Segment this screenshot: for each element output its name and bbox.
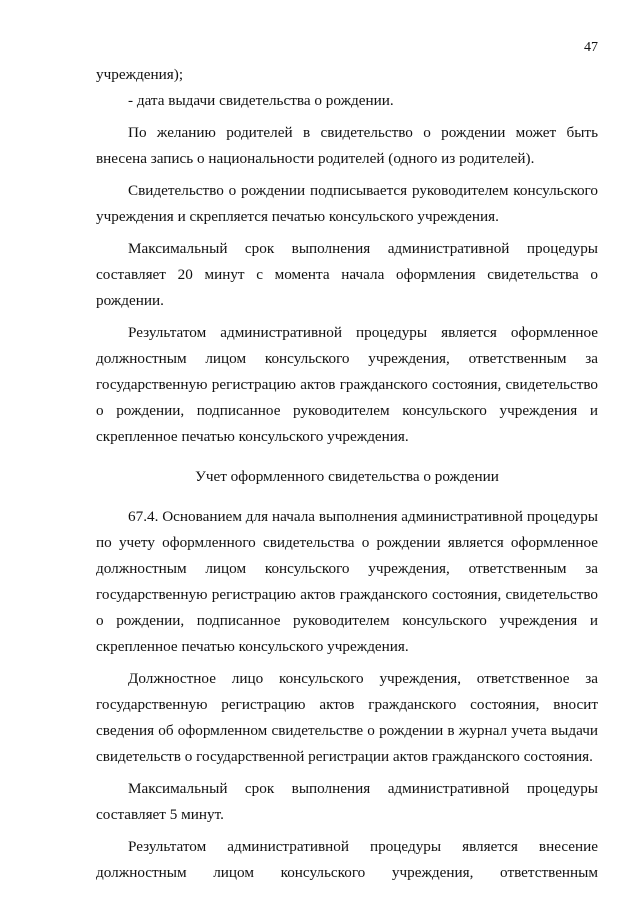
page-number: 47 (584, 40, 598, 55)
section-heading: Учет оформленного свидетельства о рождении (195, 468, 499, 485)
paragraph: Максимальный срок выполнения административной процедуры составляет 20 минут с момента начала оформления свидетельства о рождении. (96, 240, 598, 309)
paragraph: Должностное лицо консульского учреждения, ответственное за государственную регистрацию актов гражданского состояния, вносит сведения об оформленном свидетельстве о рождении в журнал учета выдачи свидетельств о государственной регистрации актов гражданского состояния. (96, 670, 598, 765)
paragraph: Максимальный срок выполнения административной процедуры составляет 5 минут. (96, 780, 598, 823)
paragraph: По желанию родителей в свидетельство о рождении может быть внесена запись о национальности родителей (одного из родителей). (96, 124, 598, 167)
paragraph: учреждения); (96, 66, 184, 83)
paragraph: 67.4. Основанием для начала выполнения административной процедуры по учету оформленного свидетельства о рождении является оформленное должностным лицом консульского учреждения, ответственным за государственную регистрацию актов гражданского состояния, свидетельство о рождении, подписанное руководителем консульского учреждения и скрепленное печатью консульского учреждения. (96, 508, 598, 655)
paragraph: Свидетельство о рождении подписывается руководителем консульского учреждения и скрепляется печатью консульского учреждения. (96, 182, 598, 225)
body-text (96, 62, 598, 886)
paragraph: Результатом административной процедуры является внесение должностным лицом консульского учреждения, ответственным (96, 838, 598, 881)
paragraph: Результатом административной процедуры является оформленное должностным лицом консульского учреждения, ответственным за государственную регистрацию актов гражданского состояния, свидетельство о рождении, подписанное руководителем консульского учреждения и скрепленное печатью консульского учреждения. (96, 324, 598, 445)
paragraph: - дата выдачи свидетельства о рождении. (128, 92, 394, 109)
